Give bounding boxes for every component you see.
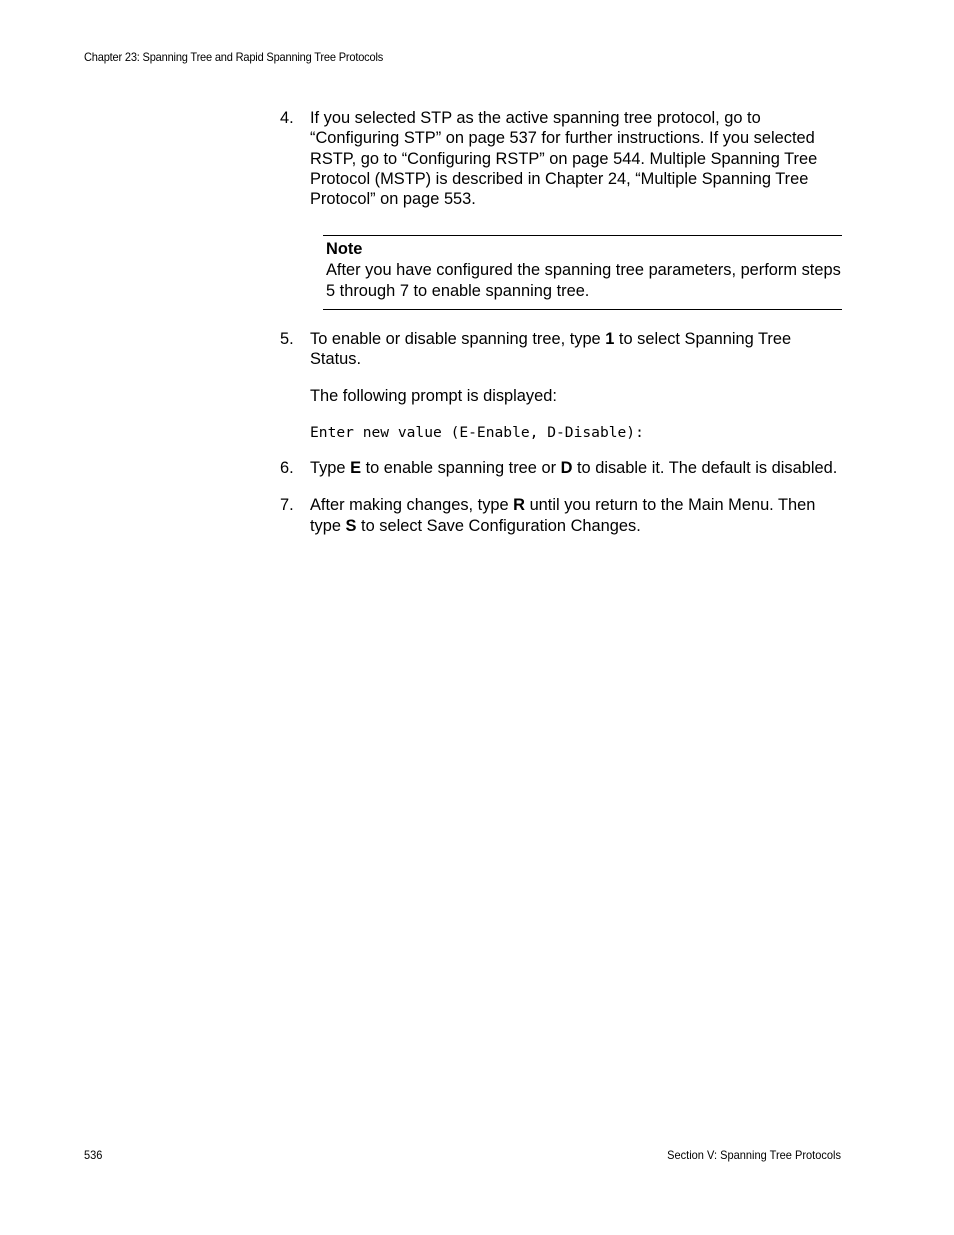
step-text-part: After making changes, type xyxy=(310,496,514,515)
step-text-part: to enable spanning tree or xyxy=(361,458,561,477)
step-text: If you selected STP as the active spanning tree protocol, go to “Configuring STP” on page 537 for further instructions. If you selected RSTP, go to “Configuring RSTP” on page 544. Multiple Spanning Tree Protocol (MSTP) is described in Chapter 24, “Multiple Spanning Tree Protocol” on page 553. xyxy=(310,109,818,209)
note-heading: Note xyxy=(326,240,363,259)
step-number: 5. xyxy=(280,329,294,348)
running-header: Chapter 23: Spanning Tree and Rapid Spanning Tree Protocols xyxy=(84,50,384,64)
step-keyword: S xyxy=(345,516,357,535)
note-box xyxy=(323,235,842,309)
step-4 xyxy=(280,108,845,209)
step-text-part: to select Spanning Tree Status. xyxy=(310,329,792,369)
step-number: 4. xyxy=(280,109,294,127)
page-number: 536 xyxy=(84,1148,103,1162)
step-7 xyxy=(280,495,845,536)
step-text xyxy=(310,495,845,536)
step-text-part: To enable or disable spanning tree, type xyxy=(310,329,606,348)
step-keyword: R xyxy=(513,496,526,515)
page-content xyxy=(280,108,845,536)
step-keyword: E xyxy=(350,458,362,477)
step-number: 6. xyxy=(280,458,294,477)
step-keyword: 1 xyxy=(605,329,615,348)
note-body: After you have configured the spanning tree parameters, perform steps 5 through 7 to enable spanning tree. xyxy=(326,260,841,300)
step-text xyxy=(310,329,845,370)
step-text-part: to disable it. The default is disabled. xyxy=(572,458,838,477)
step-keyword: D xyxy=(560,458,573,477)
step-number: 7. xyxy=(280,496,294,515)
step-5 xyxy=(280,329,845,370)
step-text-part: until you return to the Main Menu. Then type xyxy=(310,496,816,535)
step-6 xyxy=(280,458,845,478)
step-text-part: Type xyxy=(310,458,351,477)
running-footer-section: Section V: Spanning Tree Protocols xyxy=(667,1148,841,1162)
step-text-part: to select Save Configuration Changes. xyxy=(356,516,641,535)
prompt-code: Enter new value (E-Enable, D-Disable): xyxy=(310,423,644,441)
prompt-intro: The following prompt is displayed: xyxy=(310,387,557,406)
step-text xyxy=(310,458,845,478)
